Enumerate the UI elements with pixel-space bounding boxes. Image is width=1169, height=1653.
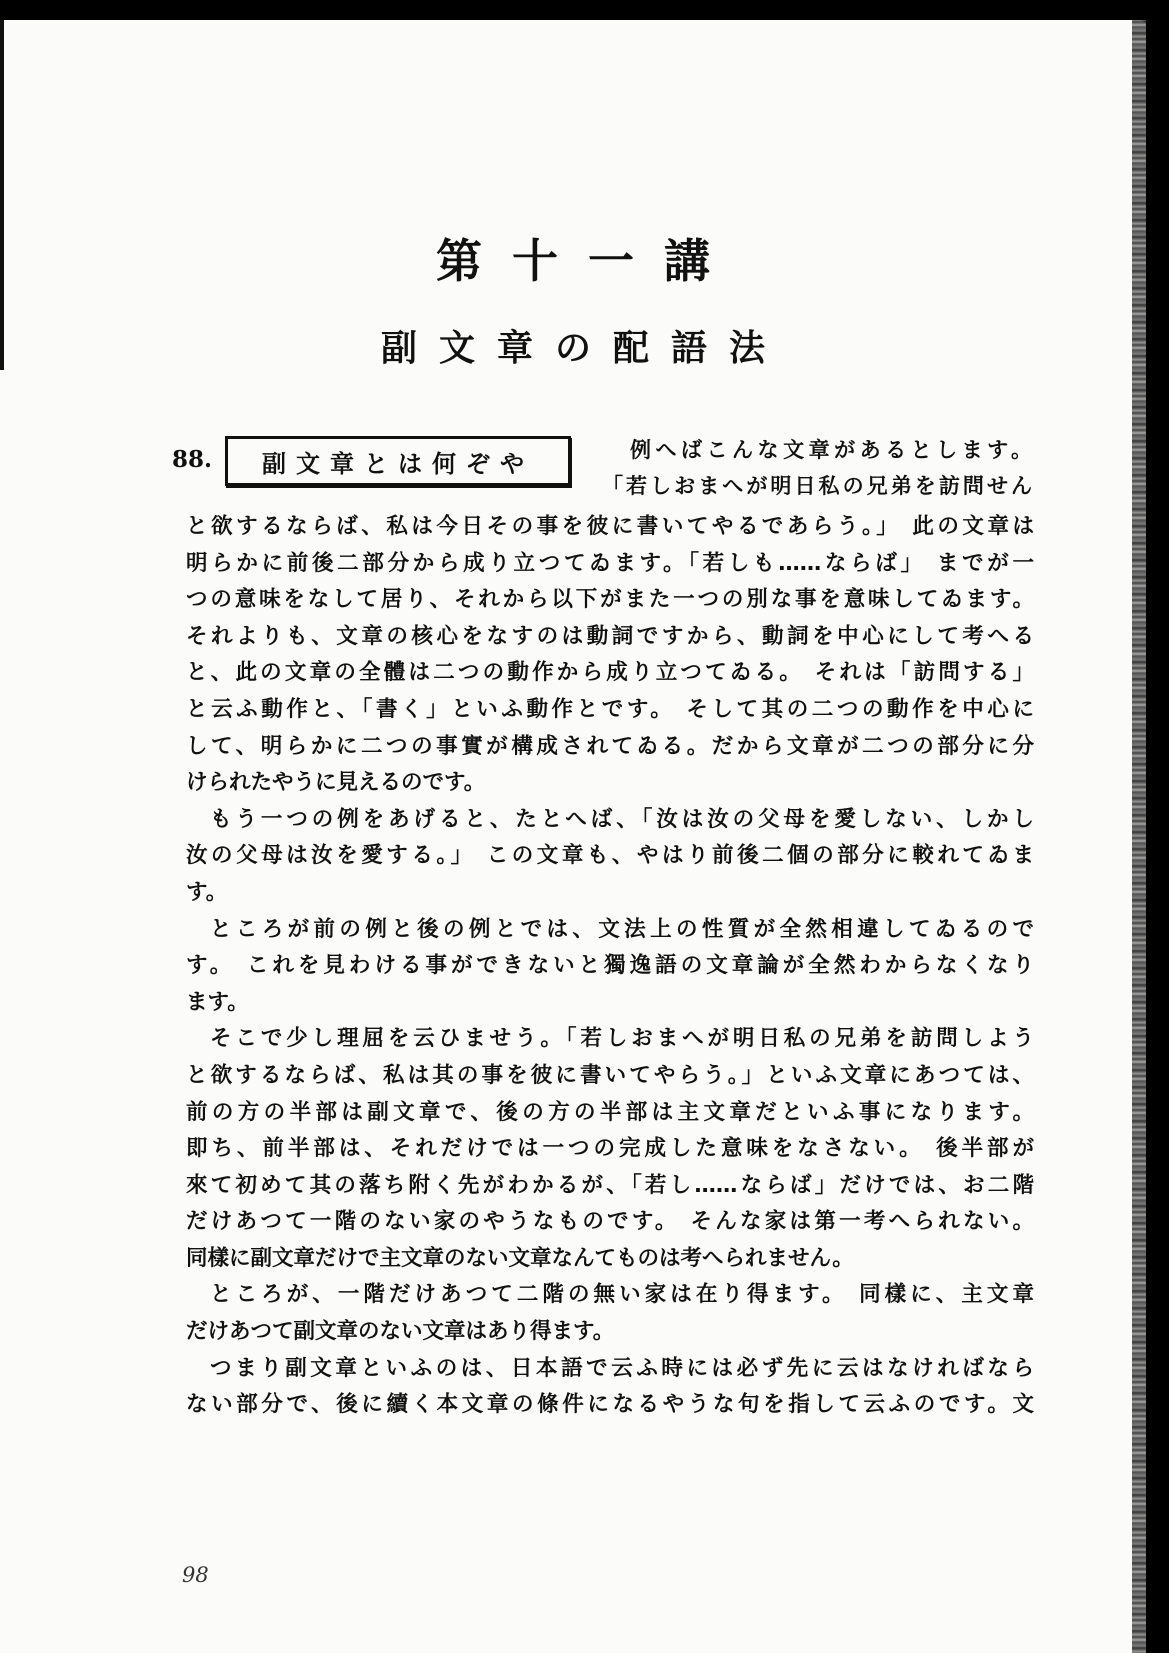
section-heading-box (225, 436, 571, 486)
intro-lines (602, 432, 1032, 504)
section-number: 88. (172, 446, 213, 473)
text-line: それよりも、文章の核心をなすのは動詞ですから、動詞を中心にして考へる (186, 623, 1034, 649)
text-line: もう一つの例をあげると、たとへば、「汝は汝の父母を愛しない、しかし (210, 806, 1034, 832)
text-line: ます。 (186, 989, 249, 1015)
text-line: 例へばこんな文章があるとします。 (630, 438, 1032, 462)
text-line: す。 これを見わける事ができないと獨逸語の文章論が全然わからなくなり (186, 953, 1034, 979)
text-line: と云ふ動作と、「書く」といふ動作とです。 そして其の二つの動作を中心に (186, 696, 1034, 722)
text-line: ない部分で、後に續く本文章の條件になるやうな句を指して云ふのです。文 (186, 1392, 1034, 1418)
chapter-title: 第十一講 (436, 234, 740, 288)
text-line: ところが、一階だけあつて二階の無い家は在り得ます。 同樣に、主文章 (210, 1282, 1034, 1308)
page-number: 98 (182, 1563, 209, 1587)
text-line: 來て初めて其の落ち附く先がわかるが、「若し……ならば」だけでは、お二階 (186, 1172, 1034, 1198)
scanned-page (0, 20, 1146, 1653)
body-text (186, 509, 1034, 1424)
chapter-subtitle: 副文章の配語法 (380, 328, 787, 369)
text-line: つの意味をなして居り、それから以下がまた一つの別な事を意味してゐます。 (186, 587, 1034, 613)
text-line: 「若しおまへが明日私の兄弟を訪問せん (602, 474, 1032, 498)
text-line: 即ち、前半部は、それだけでは一つの完成した意味をなさない。 後半部が (186, 1136, 1034, 1162)
text-line: と欲するならば、私は其の事を彼に書いてやらう。」といふ文章にあつては、 (186, 1062, 1034, 1088)
section-heading: 副文章とは何ぞや (262, 449, 534, 478)
text-line: 明らかに前後二部分から成り立つてゐます。「若しも……ならば」 までが一 (186, 550, 1034, 576)
text-line: と、此の文章の全體は二つの動作から成り立つてゐる。 それは「訪問する」 (186, 660, 1034, 686)
text-line: けられたやうに見えるのです。 (186, 770, 486, 796)
text-line: 前の方の半部は副文章で、後の方の半部は主文章だといふ事になります。 (186, 1099, 1034, 1125)
text-line: ところが前の例と後の例とでは、文法上の性質が全然相違してゐるので (210, 916, 1034, 942)
text-line: す。 (186, 879, 228, 905)
text-line: して、明らかに二つの事實が構成されてゐる。だから文章が二つの部分に分 (186, 733, 1034, 759)
text-line: だけあつて一階のない家のやうなものです。 そんな家は第一考へられない。 (186, 1209, 1034, 1235)
text-line: そこで少し理屈を云ひませう。「若しおまへが明日私の兄弟を訪問しよう (210, 1026, 1034, 1052)
text-line: つまり副文章といふのは、日本語で云ふ時には必ず先に云はなければなら (210, 1355, 1034, 1381)
text-line: と欲するならば、私は今日その事を彼に書いてやるであらう。」 此の文章は (186, 514, 1034, 539)
scan-left-shadow (0, 20, 4, 370)
text-line: 同樣に副文章だけで主文章のない文章なんてものは考へられません。 (186, 1245, 854, 1271)
text-line: だけあつて副文章のない文章はあり得ます。 (186, 1319, 615, 1345)
text-line: 汝の父母は汝を愛する。」 この文章も、やはり前後二個の部分に較れてゐま (186, 843, 1034, 869)
